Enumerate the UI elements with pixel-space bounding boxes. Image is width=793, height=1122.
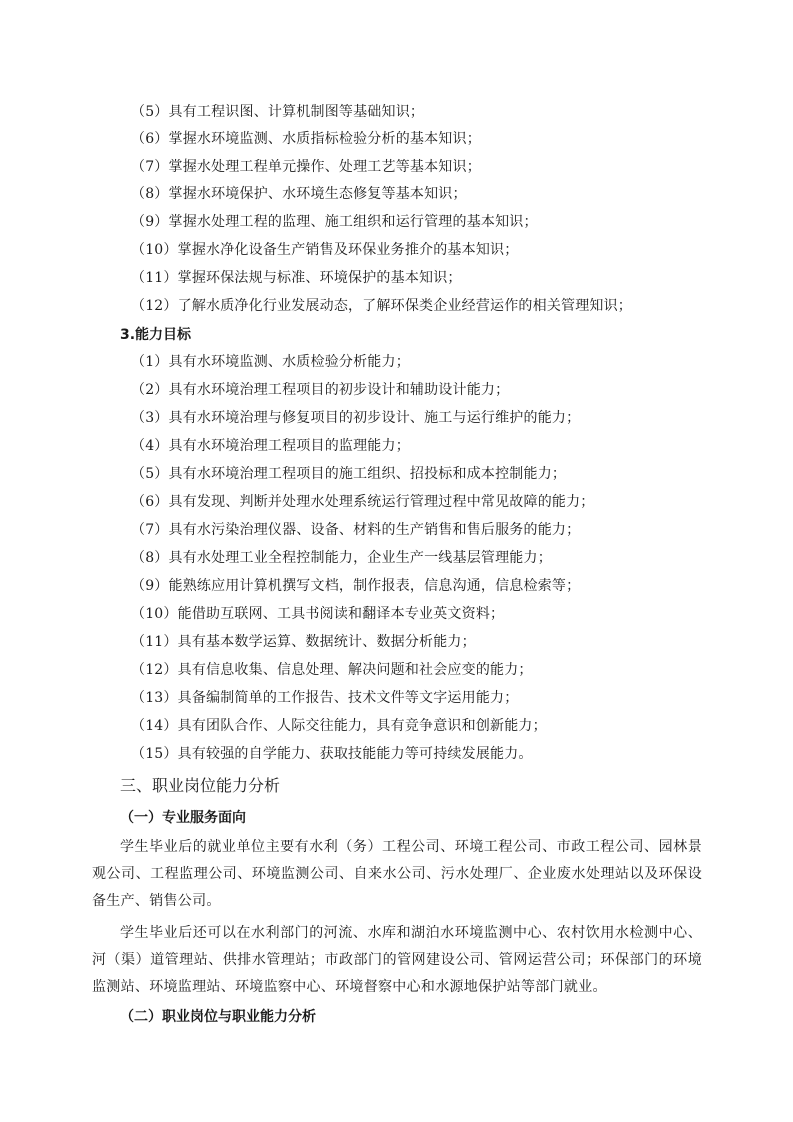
knowledge-item: （10）掌握水净化设备生产销售及环保业务推介的基本知识； xyxy=(131,242,519,258)
knowledge-item: （6）掌握水环境监测、水质指标检验分析的基本知识； xyxy=(131,131,481,147)
ability-item: （6）具有发现、判断并处理水处理系统运行管理过程中常见故障的能力； xyxy=(131,494,595,510)
ability-item: （11）具有基本数学运算、数据统计、数据分析能力； xyxy=(131,634,476,650)
section-title: 三、职业岗位能力分析 xyxy=(120,776,281,795)
paragraph-departments: 学生毕业后还可以在水利部门的河流、水库和湖泊水环境监测中心、农村饮用水检测中心、河（渠）道管理站、供排水管理站；市政部门的管网建设公司、管网运营公司；环保部门的环境监测站、环境监理站、环境监察中心、环境督察中心和水源地保护站等部门就业。 xyxy=(92,925,702,995)
sub-heading-service: （一）专业服务面向 xyxy=(120,810,246,826)
sub-heading-positions: （二）职业岗位与职业能力分析 xyxy=(120,1009,316,1025)
ability-item: （9）能熟练应用计算机撰写文档，制作报表，信息沟通，信息检索等； xyxy=(131,578,581,594)
ability-item: （7）具有水污染治理仪器、设备、材料的生产销售和售后服务的能力； xyxy=(131,522,581,538)
ability-item: （2）具有水环境治理工程项目的初步设计和辅助设计能力； xyxy=(131,382,510,398)
ability-item: （14）具有团队合作、人际交往能力，具有竞争意识和创新能力； xyxy=(131,718,547,734)
ability-item: （5）具有水环境治理工程项目的施工组织、招投标和成本控制能力； xyxy=(131,466,567,482)
ability-item: （12）具有信息收集、信息处理、解决问题和社会应变的能力； xyxy=(131,662,533,678)
ability-item: （15）具有较强的自学能力、获取技能能力等可持续发展能力。 xyxy=(131,746,533,762)
knowledge-item: （9）掌握水处理工程的监理、施工组织和运行管理的基本知识； xyxy=(131,214,538,230)
knowledge-item: （8）掌握水环境保护、水环境生态修复等基本知识； xyxy=(131,186,467,202)
knowledge-item: （11）掌握环保法规与标准、环境保护的基本知识； xyxy=(131,270,462,286)
knowledge-item: （7）掌握水处理工程单元操作、处理工艺等基本知识； xyxy=(131,159,481,175)
ability-item: （3）具有水环境治理与修复项目的初步设计、施工与运行维护的能力； xyxy=(131,410,581,426)
knowledge-item: （12）了解水质净化行业发展动态，了解环保类企业经营运作的相关管理知识； xyxy=(131,298,633,314)
ability-item: （13）具备编制简单的工作报告、技术文件等文字运用能力； xyxy=(131,690,519,706)
ability-item: （10）能借助互联网、工具书阅读和翻译本专业英文资料； xyxy=(131,606,505,622)
ability-item: （8）具有水处理工业全程控制能力，企业生产一线基层管理能力； xyxy=(131,550,552,566)
ability-item: （1）具有水环境监测、水质检验分析能力； xyxy=(131,354,410,370)
ability-item: （4）具有水环境治理工程项目的监理能力； xyxy=(131,438,410,454)
knowledge-item: （5）具有工程识图、计算机制图等基础知识； xyxy=(131,104,425,120)
paragraph-employers: 学生毕业后的就业单位主要有水利（务）工程公司、环境工程公司、市政工程公司、园林景观公司、工程监理公司、环境监测公司、自来水公司、污水处理厂、企业废水处理站以及环保设备生产、销售公司。 xyxy=(92,839,702,909)
ability-heading: 3.能力目标 xyxy=(120,327,192,343)
